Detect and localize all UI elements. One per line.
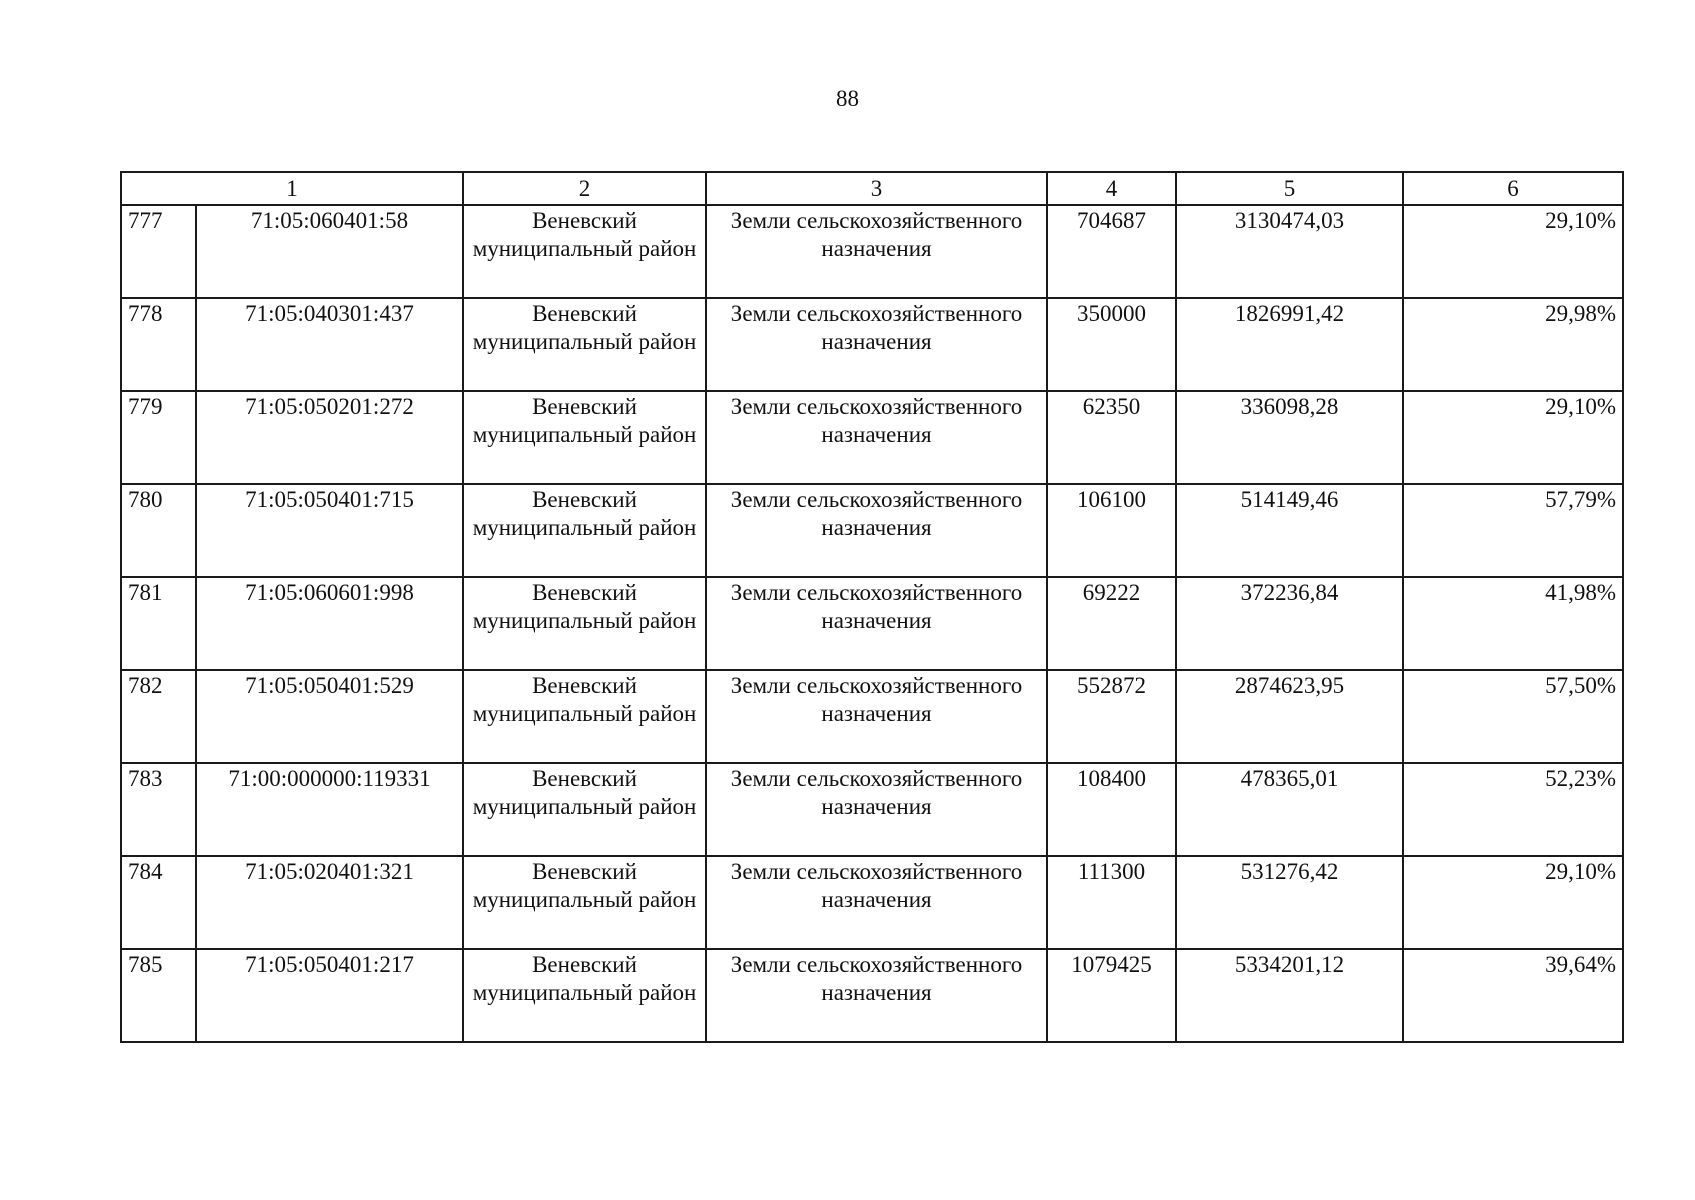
plot-area: 552872 bbox=[1047, 670, 1176, 763]
column-header-3: 3 bbox=[706, 172, 1047, 205]
row-number: 784 bbox=[121, 856, 196, 949]
plot-area: 704687 bbox=[1047, 205, 1176, 298]
page-number: 88 bbox=[836, 86, 859, 111]
cadastral-number: 71:05:020401:321 bbox=[196, 856, 463, 949]
column-header-1: 1 bbox=[121, 172, 463, 205]
percent-value: 57,50% bbox=[1403, 670, 1623, 763]
column-header-6: 6 bbox=[1403, 172, 1623, 205]
district-name: Веневский муниципальный район bbox=[463, 205, 706, 298]
table-row bbox=[121, 670, 1623, 763]
cadastral-value: 372236,84 bbox=[1176, 577, 1403, 670]
district-name: Веневский муниципальный район bbox=[463, 763, 706, 856]
land-category: Земли сельскохозяйственного назначения bbox=[706, 670, 1047, 763]
percent-value: 29,10% bbox=[1403, 856, 1623, 949]
cadastral-number: 71:05:060401:58 bbox=[196, 205, 463, 298]
land-category: Земли сельскохозяйственного назначения bbox=[706, 205, 1047, 298]
row-number: 783 bbox=[121, 763, 196, 856]
cadastral-value: 336098,28 bbox=[1176, 391, 1403, 484]
table-row bbox=[121, 484, 1623, 577]
cadastral-number: 71:05:050401:529 bbox=[196, 670, 463, 763]
land-category: Земли сельскохозяйственного назначения bbox=[706, 949, 1047, 1042]
table-row bbox=[121, 763, 1623, 856]
table-row bbox=[121, 205, 1623, 298]
cadastral-value: 531276,42 bbox=[1176, 856, 1403, 949]
table-body bbox=[121, 205, 1623, 1042]
table-row bbox=[121, 391, 1623, 484]
district-name: Веневский муниципальный район bbox=[463, 577, 706, 670]
cadastral-value: 5334201,12 bbox=[1176, 949, 1403, 1042]
land-category: Земли сельскохозяйственного назначения bbox=[706, 484, 1047, 577]
district-name: Веневский муниципальный район bbox=[463, 391, 706, 484]
plot-area: 1079425 bbox=[1047, 949, 1176, 1042]
percent-value: 29,10% bbox=[1403, 391, 1623, 484]
table-row bbox=[121, 577, 1623, 670]
table-row bbox=[121, 298, 1623, 391]
row-number: 782 bbox=[121, 670, 196, 763]
district-name: Веневский муниципальный район bbox=[463, 670, 706, 763]
district-name: Веневский муниципальный район bbox=[463, 856, 706, 949]
land-category: Земли сельскохозяйственного назначения bbox=[706, 577, 1047, 670]
land-category: Земли сельскохозяйственного назначения bbox=[706, 391, 1047, 484]
cadastral-value: 3130474,03 bbox=[1176, 205, 1403, 298]
district-name: Веневский муниципальный район bbox=[463, 298, 706, 391]
plot-area: 69222 bbox=[1047, 577, 1176, 670]
cadastral-value: 514149,46 bbox=[1176, 484, 1403, 577]
cadastral-number: 71:00:000000:119331 bbox=[196, 763, 463, 856]
plot-area: 106100 bbox=[1047, 484, 1176, 577]
cadastral-number: 71:05:060601:998 bbox=[196, 577, 463, 670]
cadastral-number: 71:05:050401:217 bbox=[196, 949, 463, 1042]
plot-area: 108400 bbox=[1047, 763, 1176, 856]
row-number: 777 bbox=[121, 205, 196, 298]
percent-value: 41,98% bbox=[1403, 577, 1623, 670]
percent-value: 29,10% bbox=[1403, 205, 1623, 298]
cadastral-number: 71:05:050201:272 bbox=[196, 391, 463, 484]
cadastral-value: 1826991,42 bbox=[1176, 298, 1403, 391]
district-name: Веневский муниципальный район bbox=[463, 484, 706, 577]
land-category: Земли сельскохозяйственного назначения bbox=[706, 763, 1047, 856]
land-plots-table bbox=[120, 171, 1624, 1043]
row-number: 779 bbox=[121, 391, 196, 484]
cadastral-number: 71:05:040301:437 bbox=[196, 298, 463, 391]
district-name: Веневский муниципальный район bbox=[463, 949, 706, 1042]
plot-area: 350000 bbox=[1047, 298, 1176, 391]
plot-area: 111300 bbox=[1047, 856, 1176, 949]
header-row bbox=[121, 172, 1623, 205]
plot-area: 62350 bbox=[1047, 391, 1176, 484]
percent-value: 29,98% bbox=[1403, 298, 1623, 391]
table-row bbox=[121, 856, 1623, 949]
cadastral-value: 2874623,95 bbox=[1176, 670, 1403, 763]
land-category: Земли сельскохозяйственного назначения bbox=[706, 298, 1047, 391]
cadastral-value: 478365,01 bbox=[1176, 763, 1403, 856]
percent-value: 39,64% bbox=[1403, 949, 1623, 1042]
column-header-5: 5 bbox=[1176, 172, 1403, 205]
column-header-2: 2 bbox=[463, 172, 706, 205]
land-category: Земли сельскохозяйственного назначения bbox=[706, 856, 1047, 949]
row-number: 785 bbox=[121, 949, 196, 1042]
row-number: 778 bbox=[121, 298, 196, 391]
percent-value: 57,79% bbox=[1403, 484, 1623, 577]
row-number: 780 bbox=[121, 484, 196, 577]
cadastral-number: 71:05:050401:715 bbox=[196, 484, 463, 577]
percent-value: 52,23% bbox=[1403, 763, 1623, 856]
table-row bbox=[121, 949, 1623, 1042]
column-header-4: 4 bbox=[1047, 172, 1176, 205]
row-number: 781 bbox=[121, 577, 196, 670]
